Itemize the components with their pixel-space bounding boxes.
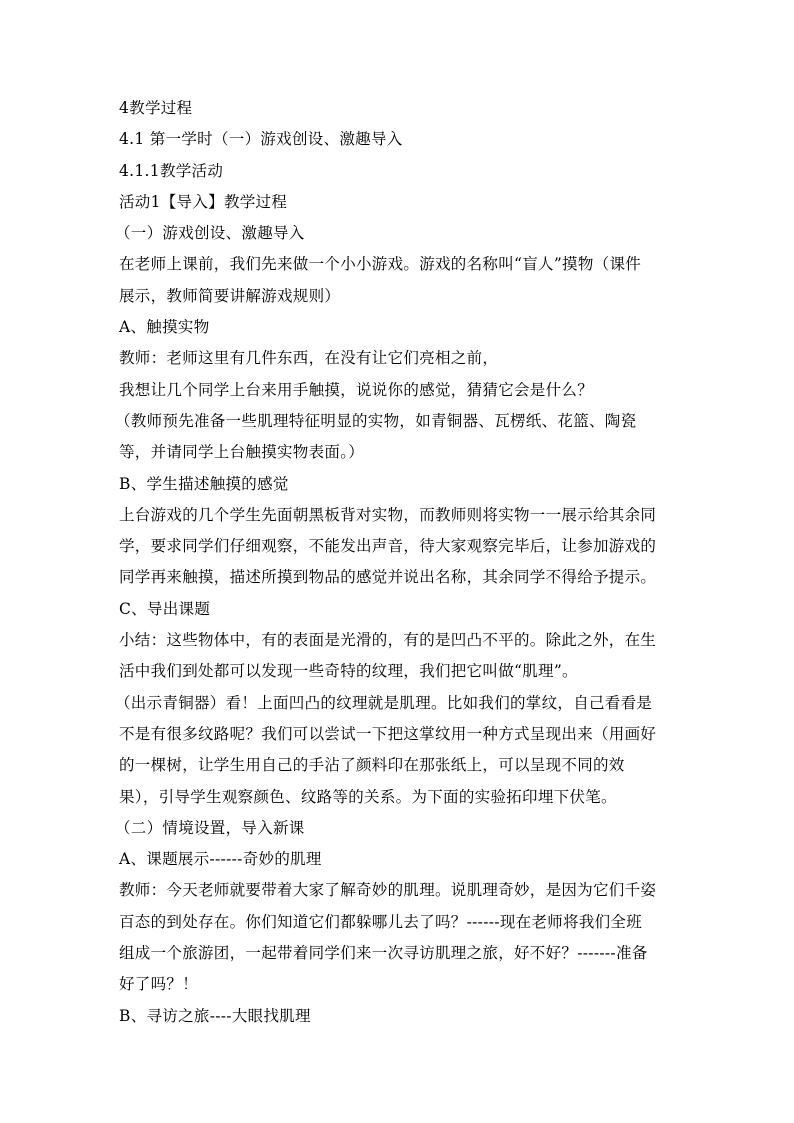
paragraph-line: 教师：老师这里有几件东西，在没有让它们亮相之前， <box>119 349 499 368</box>
paragraph-line: 小结：这些物体中，有的表面是光滑的，有的是凹凸不平的。除此之外，在生 <box>119 631 657 650</box>
paragraph-line: 教师：今天老师就要带着大家了解奇妙的肌理。说肌理奇妙，是因为它们千姿 <box>119 881 657 900</box>
paragraph-line: 果），引导学生观察颜色、纹路等的关系。为下面的实验拓印埋下伏笔。 <box>119 787 617 806</box>
subsubsection-heading: 4.1.1教学活动 <box>119 161 224 180</box>
paragraph-line: 不是有很多纹路呢？我们可以尝试一下把这掌纹用一种方式呈现出来（用画好 <box>119 724 657 743</box>
paragraph-line: 好了吗？！ <box>119 975 199 994</box>
paragraph-line: （出示青铜器）看！上面凹凸的纹理就是肌理。比如我们的掌纹，自己看看是 <box>115 693 653 712</box>
paragraph-line: 的一棵树，让学生用自己的手沾了颜料印在那张纸上，可以呈现不同的效 <box>119 756 625 775</box>
paragraph-line: 同学再来触摸，描述所摸到物品的感觉并说出名称，其余同学不得给予提示。 <box>119 568 657 587</box>
paragraph-line: 上台游戏的几个学生先面朝黑板背对实物，而教师则将实物一一展示给其余同 <box>119 505 657 524</box>
item-heading: A、触摸实物 <box>119 318 210 337</box>
document-page <box>115 93 679 1032</box>
paragraph-line: 组成一个旅游团，一起带着同学们来一次寻访肌理之旅，好不好？-------准备 <box>119 944 648 963</box>
item-heading: C、导出课题 <box>119 599 211 618</box>
paragraph-line: 学，要求同学们仔细观察，不能发出声音，待大家观察完毕后，让参加游戏的 <box>119 537 657 556</box>
paragraph-line: 百态的到处存在。你们知道它们都躲哪儿去了吗？------现在老师将我们全班 <box>119 912 643 931</box>
part-heading: （二）情境设置，导入新课 <box>115 818 305 837</box>
paragraph-line: 等，并请同学上台触摸实物表面。） <box>119 443 365 462</box>
section-heading: 4教学过程 <box>119 99 193 117</box>
subsection-heading: 4.1 第一学时（一）游戏创设、激趣导入 <box>119 130 403 149</box>
paragraph-line: 在老师上课前，我们先来做一个小小游戏。游戏的名称叫“盲人”摸物（课件 <box>119 255 642 274</box>
paragraph-line: 我想让几个同学上台来用手触摸，说说你的感觉，猜猜它会是什么？ <box>119 380 594 399</box>
item-heading: A、课题展示------奇妙的肌理 <box>119 850 322 869</box>
item-heading: B、寻访之旅----大眼找肌理 <box>119 1006 311 1025</box>
paragraph-line: 活中我们到处都可以发现一些奇特的纹理，我们把它叫做“肌理”。 <box>119 662 578 681</box>
paragraph-line: （教师预先准备一些肌理特征明显的实物，如青铜器、瓦楞纸、花篮、陶瓷 <box>115 411 637 430</box>
activity-heading: 活动1【导入】教学过程 <box>119 192 288 211</box>
paragraph-line: 展示，教师简要讲解游戏规则） <box>119 286 341 305</box>
part-heading: （一）游戏创设、激趣导入 <box>115 224 305 243</box>
item-heading: B、学生描述触摸的感觉 <box>119 474 289 493</box>
